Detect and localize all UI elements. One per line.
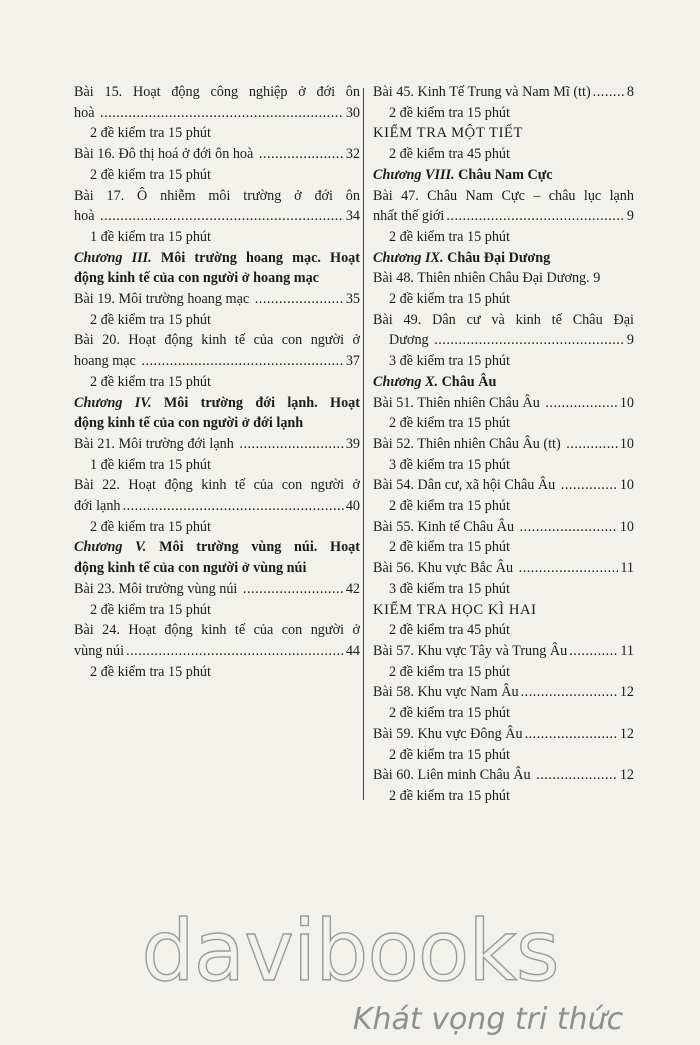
test-note: 2 đề kiểm tra 15 phút <box>90 518 211 535</box>
test-note: 2 đề kiểm tra 15 phút <box>389 104 510 121</box>
exam-heading-2: KIỂM TRA HỌC KÌ HAI <box>373 601 537 618</box>
toc-entry-b17-cont: hoà ..... 34 <box>74 206 360 227</box>
test-note: 2 đề kiểm tra 15 phút <box>389 663 510 680</box>
page-number: 10 <box>619 477 634 494</box>
page-number: 39 <box>345 435 360 452</box>
toc-entry-b24-cont: vùng núi ..... 44 <box>74 641 360 662</box>
test-note: 2 đề kiểm tra 15 phút <box>90 166 211 183</box>
chapter-heading-4: Chương IV. Môi trường đới lạnh. Hoạt <box>74 394 360 411</box>
test-note: 2 đề kiểm tra 15 phút <box>389 415 510 432</box>
toc-entry-b16: Bài 16. Đô thị hoá ở đới ôn hoà ..... 32 <box>74 144 360 165</box>
page-number: 34 <box>345 208 360 225</box>
test-note: 2 đề kiểm tra 15 phút <box>90 601 211 618</box>
toc-entry-b23: Bài 23. Môi trường vùng núi ..... 42 <box>74 579 360 600</box>
toc-entry-b15: Bài 15. Hoạt động công nghiệp ở đới ôn <box>74 84 360 100</box>
toc-entry-b56: Bài 56. Khu vực Bắc Âu ..... 11 <box>373 558 634 579</box>
watermark-brand: davibooks <box>141 902 559 1000</box>
toc-entry-b52: Bài 52. Thiên nhiên Châu Âu (tt) ..... 10 <box>373 434 634 455</box>
test-note: 2 đề kiểm tra 15 phút <box>389 705 510 722</box>
test-note: 2 đề kiểm tra 15 phút <box>389 539 510 556</box>
toc-entry-b15-cont: hoà ..... 30 <box>74 103 360 124</box>
column-divider <box>363 88 364 800</box>
chapter-heading-3: Chương III. Môi trường hoang mạc. Hoạt <box>74 249 361 266</box>
toc-entry-b55: Bài 55. Kinh tế Châu Âu ..... 10 <box>373 517 634 538</box>
toc-entry-b17: Bài 17. Ô nhiễm môi trường ở đới ôn <box>74 187 360 204</box>
chapter-heading-4-cont: động kinh tế của con người ở đới lạnh <box>74 415 304 432</box>
page-number: 37 <box>345 353 360 370</box>
exam-heading-1: KIỂM TRA MỘT TIẾT <box>373 125 524 142</box>
toc-entry-b49: Bài 49. Dân cư và kinh tế Châu Đại <box>373 311 634 328</box>
page-number: 12 <box>619 684 634 701</box>
toc-entry-b24: Bài 24. Hoạt động kinh tế của con người ở <box>74 622 360 639</box>
toc-entry-b58: Bài 58. Khu vực Nam Âu ..... 12 <box>373 682 634 703</box>
chapter-heading-5: Chương V. Môi trường vùng núi. Hoạt <box>74 539 360 556</box>
toc-entry-b59: Bài 59. Khu vực Đông Âu ..... 12 <box>373 724 634 745</box>
page-number: 10 <box>619 518 634 535</box>
chapter-heading-10: Chương X. Châu Âu <box>373 373 497 390</box>
test-note: 2 đề kiểm tra 45 phút <box>389 146 510 163</box>
toc-right-column <box>373 82 634 807</box>
page-number: 44 <box>345 642 360 659</box>
toc-entry-b57: Bài 57. Khu vực Tây và Trung Âu ..... 11 <box>373 641 634 662</box>
toc-entry-b21: Bài 21. Môi trường đới lạnh ..... 39 <box>74 434 360 455</box>
page-number: 9 <box>626 208 634 225</box>
page-number: 9 <box>626 332 634 349</box>
test-note: 3 đề kiểm tra 15 phút <box>389 580 510 597</box>
test-note: 2 đề kiểm tra 15 phút <box>90 311 211 328</box>
test-note: 2 đề kiểm tra 45 phút <box>389 622 510 639</box>
test-note: 1 đề kiểm tra 15 phút <box>90 228 211 245</box>
page-number: 32 <box>345 146 360 163</box>
toc-entry-b22: Bài 22. Hoạt động kinh tế của con người ở <box>74 477 360 494</box>
toc-entry-b47: Bài 47. Châu Nam Cực – châu lục lạnh <box>373 187 634 204</box>
test-note: 2 đề kiểm tra 15 phút <box>90 373 211 390</box>
test-note: 1 đề kiểm tra 15 phút <box>90 456 211 473</box>
toc-entry-b20: Bài 20. Hoạt động kinh tế của con người ở <box>74 332 360 349</box>
test-note: 2 đề kiểm tra 15 phút <box>389 746 510 763</box>
test-note: 2 đề kiểm tra 15 phút <box>389 228 510 245</box>
test-note: 2 đề kiểm tra 15 phút <box>90 125 211 142</box>
chapter-heading-9: Chương IX. Châu Đại Dương <box>373 249 551 266</box>
toc-entry-b60: Bài 60. Liên minh Châu Âu ..... 12 <box>373 765 634 786</box>
page-number: 8 <box>626 84 634 100</box>
page-number: 11 <box>620 642 634 659</box>
toc-entry-b48: Bài 48. Thiên nhiên Châu Đại Dương. 9 <box>373 270 601 287</box>
toc-entry-b51: Bài 51. Thiên nhiên Châu Âu ..... 10 <box>373 393 634 414</box>
test-note: 2 đề kiểm tra 15 phút <box>389 291 510 308</box>
test-note: 2 đề kiểm tra 15 phút <box>389 498 510 515</box>
page-number: 12 <box>619 767 634 784</box>
test-note: 2 đề kiểm tra 15 phút <box>90 663 211 680</box>
toc-entry-b47-cont: nhất thế giới ..... 9 <box>373 206 634 227</box>
test-note: 2 đề kiểm tra 15 phút <box>389 787 510 804</box>
chapter-heading-3-cont: động kinh tế của con người ở hoang mạc <box>74 270 319 287</box>
chapter-heading-5-cont: động kinh tế của con người ở vùng núi <box>74 560 307 577</box>
page-number: 35 <box>345 291 360 308</box>
toc-entry-b22-cont: đới lạnh ..... 40 <box>74 496 360 517</box>
page-number: 10 <box>619 394 634 411</box>
test-note: 3 đề kiểm tra 15 phút <box>389 353 510 370</box>
toc-entry-b49-cont: Dương ..... 9 <box>373 330 634 351</box>
page-number: 11 <box>620 560 634 577</box>
page-number: 10 <box>619 435 634 452</box>
page-number: 40 <box>345 498 360 515</box>
toc-entry-b45: Bài 45. Kinh Tế Trung và Nam Mĩ (tt) ..... 8 <box>373 82 634 103</box>
page-number: 42 <box>345 580 360 597</box>
toc-left-column <box>74 82 360 682</box>
toc-entry-b20-cont: hoang mạc ..... 37 <box>74 351 360 372</box>
chapter-heading-8: Chương VIII. Châu Nam Cực <box>373 166 553 183</box>
toc-entry-b54: Bài 54. Dân cư, xã hội Châu Âu ..... 10 <box>373 475 634 496</box>
toc-entry-b19: Bài 19. Môi trường hoang mạc ..... 35 <box>74 289 360 310</box>
page-number: 30 <box>345 104 360 121</box>
watermark-tagline: Khát vọng tri thức <box>352 1002 624 1037</box>
test-note: 3 đề kiểm tra 15 phút <box>389 456 510 473</box>
page-number: 12 <box>619 725 634 742</box>
